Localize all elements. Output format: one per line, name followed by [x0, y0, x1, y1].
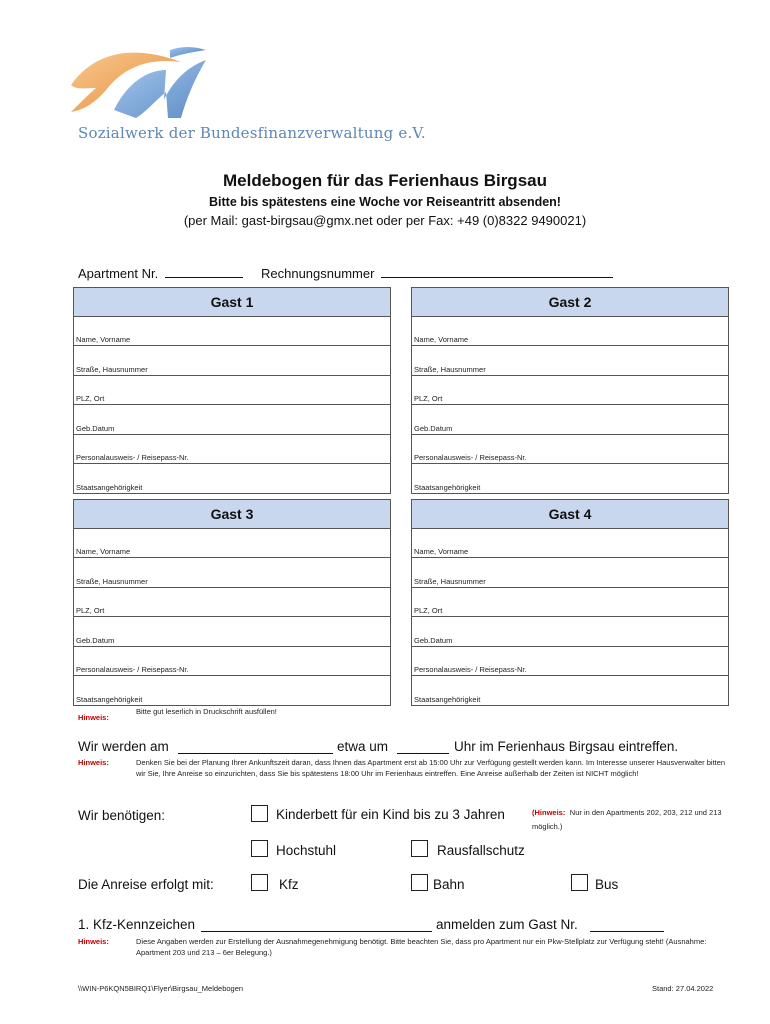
guest-field-label: Staatsangehörigkeit: [76, 695, 143, 705]
guest-field-label: PLZ, Ort: [414, 394, 443, 404]
guest-title: Gast 2: [412, 288, 728, 317]
guest-field-row[interactable]: [412, 376, 728, 405]
guest-field-row[interactable]: [412, 529, 728, 558]
kfz-checkbox[interactable]: [251, 874, 268, 891]
guest-field-row[interactable]: [74, 647, 390, 676]
travel-label: Die Anreise erfolgt mit:: [78, 877, 214, 892]
guest-field-label: Personalausweis- / Reisepass-Nr.: [414, 452, 527, 462]
footer-path: \\WIN-P6KQN5BIRQ1\Flyer\Birgsau_Meldebogen: [78, 984, 244, 993]
arrival-text2: etwa um: [337, 739, 389, 754]
guest-field-row[interactable]: [412, 405, 728, 434]
guest-field-row[interactable]: [412, 346, 728, 375]
invoice-input[interactable]: [381, 265, 613, 278]
kinderbett-hint: [532, 805, 722, 832]
guest-field-label: Name, Vorname: [76, 335, 131, 345]
organization-name: Sozialwerk der Bundesfinanzverwaltung e.V.: [78, 124, 426, 142]
bahn-label: Bahn: [433, 877, 465, 892]
guest-field-label: PLZ, Ort: [76, 606, 105, 616]
guest-field-label: Straße, Hausnummer: [76, 576, 148, 586]
page-title: Meldebogen für das Ferienhaus Birgsau: [222, 171, 547, 190]
bus-checkbox[interactable]: [571, 874, 588, 891]
guest-field-label: Geb.Datum: [414, 423, 453, 433]
guest-title: Gast 4: [412, 500, 728, 529]
kfz-text2: anmelden zum Gast Nr.: [436, 917, 578, 932]
guest-number-input[interactable]: [590, 919, 664, 932]
guest-field-row[interactable]: [74, 588, 390, 617]
guest-field-label: PLZ, Ort: [76, 394, 105, 404]
guest-field-row[interactable]: [412, 588, 728, 617]
guest-field-label: Name, Vorname: [414, 335, 469, 345]
apartment-label: Apartment Nr.: [78, 266, 159, 281]
arrival-hint: Denken Sie bei der Planung Ihrer Ankunftszeit daran, dass Ihnen das Apartment erst ab 15:00 Uhr zur Verfügung gestellt werden kann. Im Interesse unserer Hausverwalter bitten wir Sie, Ihre Anreise so einzurichten, dass Sie bis spätestens 18:00 Uhr im Ferienhaus eintreffen. Eine Anreise außerhalb der Zeiten ist NICHT möglich!: [136, 758, 726, 778]
guest-field-row[interactable]: [74, 435, 390, 464]
apartment-field: [78, 265, 243, 281]
guest-field-label: Name, Vorname: [76, 547, 131, 557]
hint-label: Hinweis:: [78, 713, 109, 722]
guest-box: [411, 287, 729, 494]
guest-field-label: Staatsangehörigkeit: [414, 695, 481, 705]
guest-field-row[interactable]: [74, 317, 390, 346]
guest-field-row[interactable]: [412, 558, 728, 587]
guest-box: [411, 499, 729, 706]
hochstuhl-label: Hochstuhl: [276, 843, 337, 858]
guest-field-row[interactable]: [412, 464, 728, 493]
hochstuhl-checkbox[interactable]: [251, 840, 268, 857]
guest-field-row[interactable]: [74, 346, 390, 375]
guest-field-row[interactable]: [74, 617, 390, 646]
guest-field-row[interactable]: [412, 617, 728, 646]
arrival-date-input[interactable]: [178, 741, 333, 754]
hint-row: [78, 707, 109, 725]
license-plate-input[interactable]: [201, 919, 432, 932]
kinderbett-hint-text: Nur in den Apartments 202, 203, 212 und 213 möglich.): [532, 808, 722, 831]
guest-field-row[interactable]: [74, 529, 390, 558]
kinderbett-hint-label: (Hinweis:: [532, 808, 566, 817]
guest-title: Gast 1: [74, 288, 390, 317]
guest-field-row[interactable]: [74, 405, 390, 434]
hint-label: Hinweis:: [78, 937, 109, 946]
arrival-time-input[interactable]: [397, 741, 449, 754]
guest-field-row[interactable]: [412, 676, 728, 705]
kinderbett-checkbox[interactable]: [251, 805, 268, 822]
guest-field-label: Geb.Datum: [76, 423, 115, 433]
rausfallschutz-checkbox[interactable]: [411, 840, 428, 857]
guest-field-row[interactable]: [412, 435, 728, 464]
kinderbett-label: Kinderbett für ein Kind bis zu 3 Jahren: [276, 807, 505, 822]
guest-field-label: Personalausweis- / Reisepass-Nr.: [76, 452, 189, 462]
apartment-input[interactable]: [165, 265, 243, 278]
guest-field-label: Name, Vorname: [414, 547, 469, 557]
guest-field-row[interactable]: [412, 317, 728, 346]
guest-field-label: Straße, Hausnummer: [414, 576, 486, 586]
logo-icon: [66, 40, 216, 120]
footer-date: Stand: 27.04.2022: [652, 984, 714, 993]
guest-field-label: Straße, Hausnummer: [414, 364, 486, 374]
hint-text: Bitte gut leserlich in Druckschrift ausfüllen!: [136, 707, 277, 716]
guest-field-row[interactable]: [74, 464, 390, 493]
needs-label: Wir benötigen:: [78, 808, 166, 823]
kfz-hint: Diese Angaben werden zur Erstellung der Ausnahmegenehmigung benötigt. Bitte beachten Sie, dass pro Apartment nur ein Pkw-Stellplatz zur Verfügung steht! (Ausnahme: Apartment 203 und 213 – 6er Belegung.): [136, 937, 707, 957]
guest-title: Gast 3: [74, 500, 390, 529]
bahn-checkbox[interactable]: [411, 874, 428, 891]
guest-box: [73, 499, 391, 706]
guest-field-label: Geb.Datum: [76, 635, 115, 645]
arrival-text3: Uhr im Ferienhaus Birgsau eintreffen.: [454, 739, 679, 754]
guest-field-row[interactable]: [74, 558, 390, 587]
guest-field-label: Staatsangehörigkeit: [76, 483, 143, 493]
guest-box: [73, 287, 391, 494]
guest-field-label: PLZ, Ort: [414, 606, 443, 616]
guest-field-label: Personalausweis- / Reisepass-Nr.: [76, 664, 189, 674]
kfz-label: Kfz: [279, 877, 299, 892]
guest-field-row[interactable]: [74, 676, 390, 705]
arrival-text1: Wir werden am: [78, 739, 169, 754]
guest-field-row[interactable]: [412, 647, 728, 676]
guest-field-label: Staatsangehörigkeit: [414, 483, 481, 493]
rausfallschutz-label: Rausfallschutz: [437, 843, 525, 858]
bus-label: Bus: [595, 877, 619, 892]
guest-field-row[interactable]: [74, 376, 390, 405]
kfz-text1: 1. Kfz-Kennzeichen: [78, 917, 196, 932]
invoice-label: Rechnungsnummer: [261, 266, 375, 281]
guest-field-label: Geb.Datum: [414, 635, 453, 645]
page-subtitle: Bitte bis spätestens eine Woche vor Reiseantritt absenden!: [209, 195, 561, 209]
contact-info: (per Mail: gast-birgsau@gmx.net oder per Fax: +49 (0)8322 9490021): [183, 213, 587, 228]
guest-field-label: Straße, Hausnummer: [76, 364, 148, 374]
guest-field-label: Personalausweis- / Reisepass-Nr.: [414, 664, 527, 674]
hint-label: Hinweis:: [78, 758, 109, 767]
invoice-field: [261, 265, 613, 281]
